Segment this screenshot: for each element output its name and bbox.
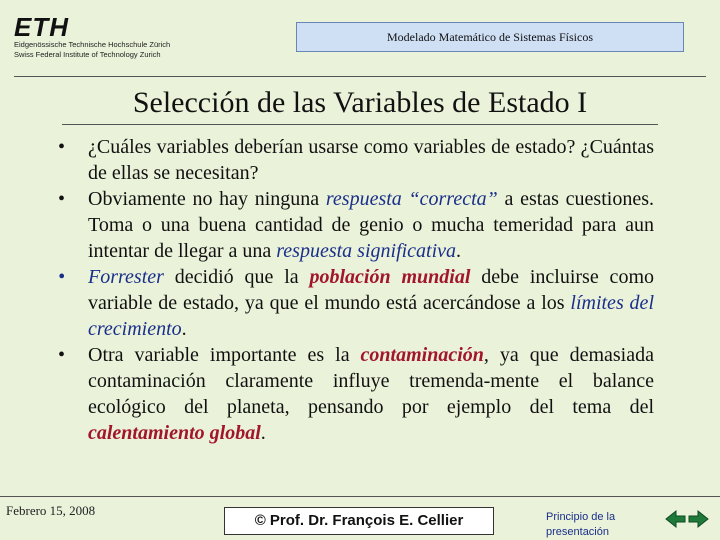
term-respuesta-significativa: respuesta significativa — [276, 240, 457, 262]
bullet-marker: • — [58, 136, 66, 158]
author-credit: © Prof. Dr. François E. Cellier — [224, 507, 494, 535]
header-divider — [14, 76, 706, 77]
term-calentamiento-global: calentamiento global — [88, 422, 261, 444]
bullet-item-4 — [56, 342, 654, 446]
title-underline — [62, 124, 658, 125]
bullet-marker: • — [58, 266, 66, 288]
bullet-text: . — [456, 240, 462, 262]
term-forrester: Forrester — [88, 266, 164, 288]
bullet-text: decidió que la — [163, 266, 310, 288]
logo-line-2: Swiss Federal Institute of Technology Zurich — [14, 50, 161, 59]
course-title: Modelado Matemático de Sistemas Físicos — [296, 22, 684, 52]
bullet-text: Otra variable importante es la — [88, 344, 361, 366]
footer-date: Febrero 15, 2008 — [6, 503, 96, 518]
term-respuesta-correcta: respuesta “correcta” — [325, 188, 498, 210]
bullet-text: a estas cuestiones. Toma o una buena cantidad de genio o mucha temeridad para aun intentar de llegar a una — [88, 188, 654, 262]
nav-arrows-svg — [664, 508, 710, 530]
bullet-item-1 — [56, 134, 654, 186]
bullet-text: Obviamente no hay ninguna — [88, 188, 326, 210]
logo-mark: ETH — [14, 12, 69, 42]
bullet-text: ¿Cuáles variables deberían usarse como variables de estado? ¿Cuántas de ellas se necesitan? — [88, 136, 654, 184]
term-contaminacion: contaminación — [360, 344, 484, 366]
footer-divider — [0, 496, 720, 497]
bullet-item-3 — [56, 264, 654, 342]
bullet-text: , ya que demasiada contaminación claramente influye tremenda-mente el balance ecológico del planeta, pensando por ejemplo del tema del — [88, 344, 654, 418]
bullet-item-2 — [56, 186, 654, 264]
bullet-marker: • — [58, 344, 66, 366]
bullet-text: . — [181, 318, 187, 340]
term-poblacion-mundial: población mundial — [309, 266, 471, 288]
bullet-text: . — [260, 422, 266, 444]
home-link[interactable]: Principio de la presentación — [546, 511, 616, 538]
back-forward-arrows-icon[interactable] — [664, 508, 710, 530]
slide-title: Selección de las Variables de Estado I — [132, 86, 588, 119]
eth-logo — [14, 14, 214, 60]
bullet-marker: • — [58, 188, 66, 210]
term-limites-crecimiento: límites del crecimiento — [88, 292, 654, 340]
logo-line-1: Eidgenössische Technische Hochschule Zürich — [14, 40, 171, 49]
bullet-text: debe incluirse como variable de estado, ya que el mundo está acercándose a los — [88, 266, 654, 314]
bullet-list — [56, 134, 654, 446]
